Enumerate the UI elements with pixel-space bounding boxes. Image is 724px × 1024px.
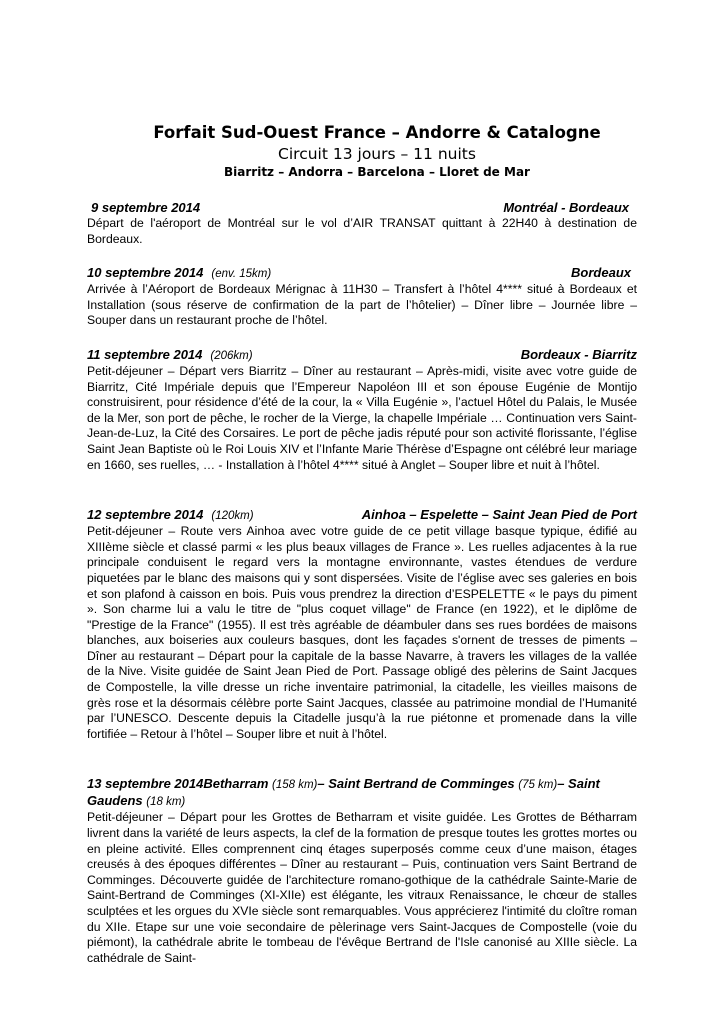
itinerary-day-2	[87, 265, 637, 329]
day-date: 13 septembre 2014	[87, 776, 204, 792]
day-distance: (158 km)	[272, 779, 318, 792]
day-date: 12 septembre 2014	[87, 507, 204, 523]
document-page	[87, 122, 637, 966]
day-destination: Bordeaux - Biarritz	[520, 346, 637, 362]
day-destination: Bordeaux	[571, 265, 631, 281]
day-distance: (env. 15km)	[211, 268, 272, 281]
day-destination: – Saint Bertrand de Comminges	[317, 776, 515, 792]
route-line: Biarritz – Andorra – Barcelona – Lloret de Mar	[224, 165, 530, 179]
day-description: Départ de l'aéroport de Montréal sur le vol d’AIR TRANSAT quittant à 22H40 à destination de Bordeaux.	[87, 216, 637, 246]
day-distance: (75 km)	[518, 779, 558, 792]
day-heading	[87, 265, 637, 282]
day-date: 10 septembre 2014	[87, 265, 204, 281]
title-block	[117, 122, 637, 180]
itinerary-day-1	[87, 200, 637, 247]
itinerary-day-3	[87, 347, 637, 473]
day-date: 11 septembre 2014	[87, 346, 203, 362]
day-place: Betharram	[203, 776, 269, 792]
day-heading	[87, 347, 637, 364]
day-date: 9 septembre 2014	[91, 200, 201, 215]
day-heading	[87, 200, 637, 216]
day-description: Petit-déjeuner – Route vers Ainhoa avec votre guide de ce petit village basque typique, édifié au XIIIème siècle et classé parmi « les plus beaux villages de France ». Les ruelles adjacentes à la rue principale conduisent le regard vers la montagne environnante, vastes étendues de verdure piquetées par le blanc des maisons qui y sont dispersées. Visite de l’église avec ses galeries en bois et son plafond à caisson en bois. Puis vous prendrez la direction d’ESPELETTE « le pays du piment ». Son charme lui a valu le titre de "plus coquet village" de France (en 1922), et le diplôme de "Prestige de la France" (1955). Il est très agréable de déambuler dans ses rues bordées de maisons blanches, aux boiseries aux couleurs basques, dont les façades s'ornent de tresses de piments – Dîner au restaurant – Départ pour la capitale de la basse Navarre, à travers les villages de la vallée de la Nive. Visite guidée de Saint Jean Pied de Port. Passage obligé des pèlerins de Saint Jacques de Compostelle, la ville dresse un riche inventaire patrimonial, la citadelle, les vieilles maisons de grès rose et la désormais célèbre porte Saint Jacques, classée au patrimoine mondial de l’Humanité par l’UNESCO. Descente depuis la Citadelle jusqu’à la rue piétonne et promenade dans la ville fortifiée – Retour à l’hôtel – Souper libre et nuit à l’hôtel.	[87, 524, 637, 741]
itinerary-day-4	[87, 507, 637, 742]
day-description: Petit-déjeuner – Départ vers Biarritz – Dîner au restaurant – Après-midi, visite avec votre guide de Biarritz, Cité Impériale depuis que l’Empereur Napoléon III et son épouse Eugénie de Montijo construisirent, pour résidence d’été de la cour, la « Villa Eugénie », l’actuel Hôtel du Palais, le Musée de la Mer, son port de pêche, le rocher de la Vierge, la chapelle Impériale … Continuation vers Saint-Jean-de-Luz, la Cité des Corsaires. Le port de pêche jadis réputé pour son activité florissante, l’église Saint Jean Baptiste où le Roi Louis XIV et l’Infante Marie Thérèse d’Espagne ont célébré leur mariage en 1660, ses ruelles, … - Installation à l’hôtel 4**** situé à Anglet – Souper libre et nuit à l’hôtel.	[87, 363, 637, 472]
day-destination: Ainhoa – Espelette – Saint Jean Pied de Port	[361, 507, 637, 523]
document-title: Forfait Sud-Ouest France – Andorre & Catalogne	[153, 123, 601, 142]
day-heading	[87, 507, 637, 524]
day-distance: (18 km)	[146, 796, 186, 809]
day-destination: – Saint Gaudens	[87, 776, 600, 809]
day-description: Petit-déjeuner – Départ pour les Grottes de Betharram et visite guidée. Les Grottes de Bétharram livrent dans la variété de leurs aspects, la clef de la formation de presque toutes les grottes mortes ou en pleine activité. Elles comprennent cinq étages superposés comme ceux d’une maison, étages creusés à des époques différentes – Dîner au restaurant – Puis, continuation vers Saint Bertrand de Comminges. Découverte guidée de l'architecture romano-gothique de la cathédrale Sainte-Marie de Saint-Bertrand de Comminges (XI-XIIe) est élégante, les vitraux Renaissance, le chœur de stalles sculptées et les orgues du XVIe siècle sont remarquables. Vous apprécierez l'intimité du cloître roman du XIIe. Etape sur une voie secondaire de pèlerinage vers Saint-Jacques de Compostelle (voie du piémont), la cathédrale abrite le tombeau de l'évêque Bertrand de l'Isle canonisé au XIIIe siècle. La cathédrale de Saint-	[87, 810, 637, 965]
document-subtitle: Circuit 13 jours – 11 nuits	[278, 145, 476, 163]
day-distance: (120km)	[211, 510, 254, 523]
itinerary-day-5	[87, 776, 637, 966]
day-heading	[87, 776, 637, 810]
day-description: Arrivée à l’Aéroport de Bordeaux Mérignac à 11H30 – Transfert à l’hôtel 4**** situé à Bordeaux et Installation (sous réserve de confirmation de la part de l’hôtelier) – Dîner libre – Journée libre – Souper dans un restaurant proche de l’hôtel.	[87, 282, 637, 328]
day-destination: Montréal - Bordeaux	[503, 200, 629, 215]
day-distance: (206km)	[210, 349, 253, 362]
